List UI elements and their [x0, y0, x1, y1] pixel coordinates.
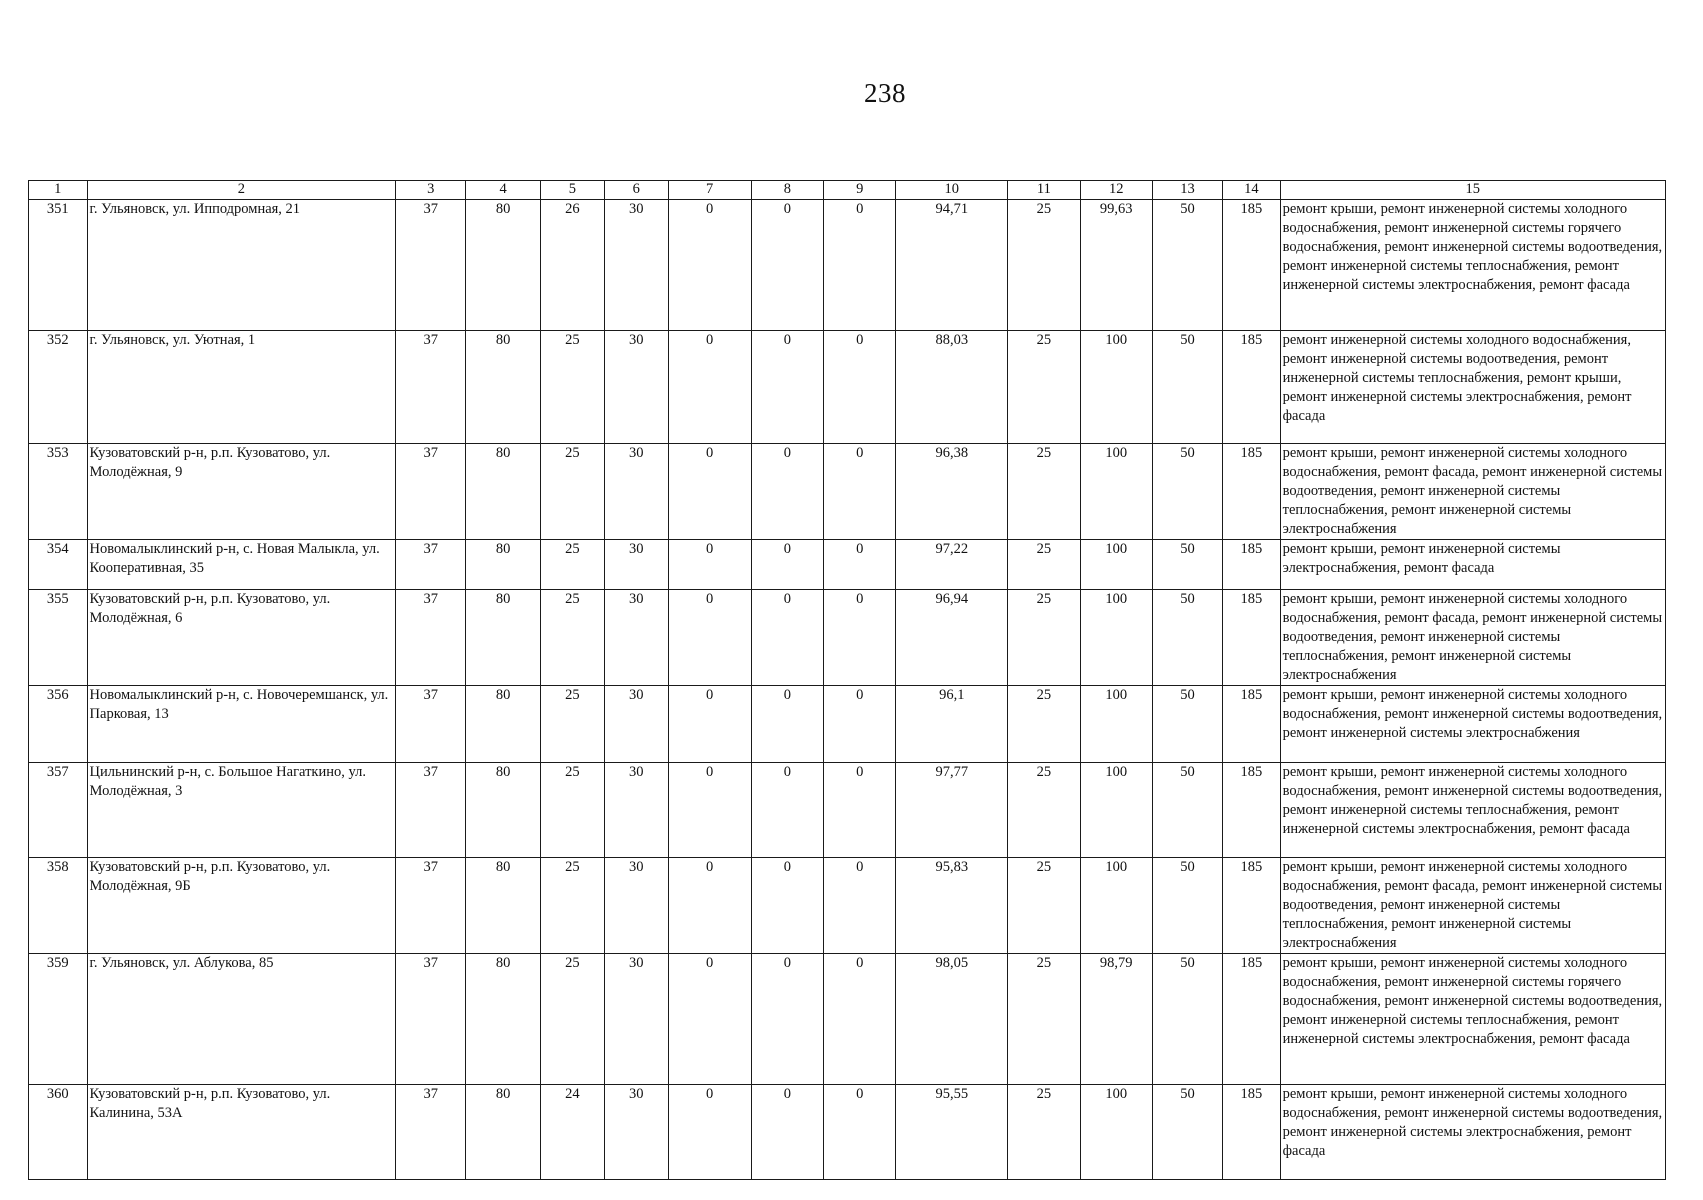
value-cell: 0 — [824, 1085, 896, 1180]
row-number: 351 — [29, 200, 88, 331]
housing-repair-table — [28, 180, 1666, 1180]
value-cell: 25 — [1008, 954, 1080, 1085]
value-cell: 25 — [1008, 590, 1080, 686]
value-cell: 100 — [1080, 686, 1152, 763]
value-cell: 185 — [1223, 331, 1280, 444]
value-cell: 88,03 — [896, 331, 1008, 444]
row-number: 357 — [29, 763, 88, 858]
repair-works-cell: ремонт крыши, ремонт инженерной системы холодного водоснабжения, ремонт фасада, ремонт инженерной системы водоотведения, ремонт инженерной системы теплоснабжения, ремонт инженерной системы электроснабжения — [1280, 444, 1665, 540]
value-cell: 37 — [396, 331, 466, 444]
value-cell: 0 — [751, 686, 823, 763]
value-cell: 80 — [466, 590, 541, 686]
column-header: 10 — [896, 181, 1008, 200]
value-cell: 0 — [668, 1085, 751, 1180]
value-cell: 50 — [1152, 686, 1222, 763]
value-cell: 25 — [1008, 858, 1080, 954]
value-cell: 185 — [1223, 1085, 1280, 1180]
repair-works-cell: ремонт крыши, ремонт инженерной системы холодного водоснабжения, ремонт фасада, ремонт инженерной системы водоотведения, ремонт инженерной системы теплоснабжения, ремонт инженерной системы электроснабжения — [1280, 858, 1665, 954]
value-cell: 0 — [668, 590, 751, 686]
value-cell: 80 — [466, 954, 541, 1085]
repair-works-cell: ремонт крыши, ремонт инженерной системы электроснабжения, ремонт фасада — [1280, 540, 1665, 590]
value-cell: 0 — [668, 954, 751, 1085]
value-cell: 0 — [824, 686, 896, 763]
value-cell: 185 — [1223, 200, 1280, 331]
value-cell: 30 — [604, 200, 668, 331]
column-number-row — [29, 181, 1666, 200]
table-row — [29, 331, 1666, 444]
value-cell: 80 — [466, 331, 541, 444]
value-cell: 25 — [540, 331, 604, 444]
column-header: 4 — [466, 181, 541, 200]
value-cell: 30 — [604, 540, 668, 590]
row-number: 358 — [29, 858, 88, 954]
value-cell: 0 — [751, 200, 823, 331]
value-cell: 98,79 — [1080, 954, 1152, 1085]
column-header: 8 — [751, 181, 823, 200]
address-cell: Новомалыклинский р-н, с. Новочеремшанск, ул. Парковая, 13 — [87, 686, 396, 763]
value-cell: 50 — [1152, 590, 1222, 686]
value-cell: 25 — [540, 686, 604, 763]
value-cell: 50 — [1152, 763, 1222, 858]
value-cell: 185 — [1223, 686, 1280, 763]
row-number: 352 — [29, 331, 88, 444]
value-cell: 50 — [1152, 331, 1222, 444]
value-cell: 80 — [466, 686, 541, 763]
value-cell: 0 — [824, 590, 896, 686]
value-cell: 0 — [824, 858, 896, 954]
value-cell: 25 — [1008, 763, 1080, 858]
row-number: 359 — [29, 954, 88, 1085]
value-cell: 0 — [751, 540, 823, 590]
table-row — [29, 540, 1666, 590]
value-cell: 25 — [1008, 540, 1080, 590]
row-number: 354 — [29, 540, 88, 590]
value-cell: 185 — [1223, 763, 1280, 858]
value-cell: 0 — [751, 444, 823, 540]
address-cell: г. Ульяновск, ул. Аблукова, 85 — [87, 954, 396, 1085]
value-cell: 0 — [824, 540, 896, 590]
value-cell: 30 — [604, 444, 668, 540]
value-cell: 37 — [396, 540, 466, 590]
address-cell: Кузоватовский р-н, р.п. Кузоватово, ул. Молодёжная, 9Б — [87, 858, 396, 954]
column-header: 3 — [396, 181, 466, 200]
value-cell: 100 — [1080, 763, 1152, 858]
value-cell: 0 — [668, 540, 751, 590]
value-cell: 0 — [824, 444, 896, 540]
table-row — [29, 858, 1666, 954]
value-cell: 50 — [1152, 200, 1222, 331]
column-header: 7 — [668, 181, 751, 200]
value-cell: 24 — [540, 1085, 604, 1180]
column-header: 15 — [1280, 181, 1665, 200]
value-cell: 0 — [668, 763, 751, 858]
value-cell: 0 — [751, 331, 823, 444]
value-cell: 30 — [604, 954, 668, 1085]
table-row — [29, 444, 1666, 540]
address-cell: Кузоватовский р-н, р.п. Кузоватово, ул. Молодёжная, 9 — [87, 444, 396, 540]
value-cell: 50 — [1152, 1085, 1222, 1180]
value-cell: 185 — [1223, 954, 1280, 1085]
value-cell: 30 — [604, 686, 668, 763]
value-cell: 96,94 — [896, 590, 1008, 686]
table-row — [29, 590, 1666, 686]
value-cell: 0 — [668, 331, 751, 444]
value-cell: 185 — [1223, 858, 1280, 954]
value-cell: 100 — [1080, 1085, 1152, 1180]
value-cell: 94,71 — [896, 200, 1008, 331]
value-cell: 25 — [1008, 444, 1080, 540]
value-cell: 25 — [1008, 200, 1080, 331]
value-cell: 0 — [824, 954, 896, 1085]
value-cell: 100 — [1080, 331, 1152, 444]
repair-works-cell: ремонт крыши, ремонт инженерной системы холодного водоснабжения, ремонт инженерной системы водоотведения, ремонт инженерной системы теплоснабжения, ремонт инженерной системы электроснабжения, ремонт фасада — [1280, 763, 1665, 858]
value-cell: 80 — [466, 540, 541, 590]
value-cell: 0 — [668, 200, 751, 331]
value-cell: 0 — [751, 858, 823, 954]
value-cell: 100 — [1080, 444, 1152, 540]
value-cell: 0 — [668, 686, 751, 763]
value-cell: 80 — [466, 200, 541, 331]
column-header: 14 — [1223, 181, 1280, 200]
table-row — [29, 1085, 1666, 1180]
value-cell: 185 — [1223, 444, 1280, 540]
value-cell: 50 — [1152, 858, 1222, 954]
column-header: 1 — [29, 181, 88, 200]
value-cell: 37 — [396, 954, 466, 1085]
table-row — [29, 954, 1666, 1085]
value-cell: 100 — [1080, 590, 1152, 686]
value-cell: 37 — [396, 200, 466, 331]
repair-works-cell: ремонт крыши, ремонт инженерной системы холодного водоснабжения, ремонт фасада, ремонт инженерной системы водоотведения, ремонт инженерной системы теплоснабжения, ремонт инженерной системы электроснабжения — [1280, 590, 1665, 686]
value-cell: 30 — [604, 858, 668, 954]
value-cell: 37 — [396, 590, 466, 686]
value-cell: 0 — [824, 200, 896, 331]
value-cell: 96,38 — [896, 444, 1008, 540]
value-cell: 80 — [466, 1085, 541, 1180]
value-cell: 26 — [540, 200, 604, 331]
address-cell: Цильнинский р-н, с. Большое Нагаткино, ул. Молодёжная, 3 — [87, 763, 396, 858]
address-cell: г. Ульяновск, ул. Ипподромная, 21 — [87, 200, 396, 331]
value-cell: 0 — [751, 954, 823, 1085]
value-cell: 185 — [1223, 590, 1280, 686]
value-cell: 98,05 — [896, 954, 1008, 1085]
value-cell: 95,55 — [896, 1085, 1008, 1180]
value-cell: 97,77 — [896, 763, 1008, 858]
value-cell: 25 — [540, 540, 604, 590]
value-cell: 99,63 — [1080, 200, 1152, 331]
repair-works-cell: ремонт крыши, ремонт инженерной системы холодного водоснабжения, ремонт инженерной системы горячего водоснабжения, ремонт инженерной системы водоотведения, ремонт инженерной системы теплоснабжения, ремонт инженерной системы электроснабжения, ремонт фасада — [1280, 200, 1665, 331]
value-cell: 30 — [604, 590, 668, 686]
value-cell: 37 — [396, 1085, 466, 1180]
value-cell: 25 — [540, 763, 604, 858]
value-cell: 25 — [540, 590, 604, 686]
column-header: 2 — [87, 181, 396, 200]
row-number: 360 — [29, 1085, 88, 1180]
value-cell: 50 — [1152, 954, 1222, 1085]
value-cell: 80 — [466, 858, 541, 954]
column-header: 12 — [1080, 181, 1152, 200]
value-cell: 0 — [824, 763, 896, 858]
value-cell: 30 — [604, 331, 668, 444]
value-cell: 37 — [396, 858, 466, 954]
repair-works-cell: ремонт крыши, ремонт инженерной системы холодного водоснабжения, ремонт инженерной системы водоотведения, ремонт инженерной системы электроснабжения, ремонт фасада — [1280, 1085, 1665, 1180]
value-cell: 0 — [751, 763, 823, 858]
value-cell: 80 — [466, 444, 541, 540]
value-cell: 0 — [751, 590, 823, 686]
column-header: 6 — [604, 181, 668, 200]
address-cell: г. Ульяновск, ул. Уютная, 1 — [87, 331, 396, 444]
value-cell: 25 — [1008, 1085, 1080, 1180]
repair-works-cell: ремонт крыши, ремонт инженерной системы холодного водоснабжения, ремонт инженерной системы водоотведения, ремонт инженерной системы электроснабжения — [1280, 686, 1665, 763]
value-cell: 30 — [604, 1085, 668, 1180]
repair-works-cell: ремонт крыши, ремонт инженерной системы холодного водоснабжения, ремонт инженерной системы горячего водоснабжения, ремонт инженерной системы водоотведения, ремонт инженерной системы теплоснабжения, ремонт инженерной системы электроснабжения, ремонт фасада — [1280, 954, 1665, 1085]
value-cell: 50 — [1152, 444, 1222, 540]
value-cell: 37 — [396, 444, 466, 540]
column-header: 13 — [1152, 181, 1222, 200]
repair-works-cell: ремонт инженерной системы холодного водоснабжения, ремонт инженерной системы водоотведения, ремонт инженерной системы теплоснабжения, ремонт крыши, ремонт инженерной системы электроснабжения, ремонт фасада — [1280, 331, 1665, 444]
value-cell: 95,83 — [896, 858, 1008, 954]
column-header: 9 — [824, 181, 896, 200]
address-cell: Кузоватовский р-н, р.п. Кузоватово, ул. Молодёжная, 6 — [87, 590, 396, 686]
table-row — [29, 686, 1666, 763]
value-cell: 25 — [1008, 331, 1080, 444]
value-cell: 0 — [668, 858, 751, 954]
value-cell: 0 — [824, 331, 896, 444]
value-cell: 25 — [540, 954, 604, 1085]
page-number: 238 — [864, 78, 906, 108]
value-cell: 50 — [1152, 540, 1222, 590]
value-cell: 0 — [751, 1085, 823, 1180]
table-row — [29, 763, 1666, 858]
value-cell: 0 — [668, 444, 751, 540]
value-cell: 37 — [396, 686, 466, 763]
table-row — [29, 200, 1666, 331]
value-cell: 100 — [1080, 858, 1152, 954]
value-cell: 100 — [1080, 540, 1152, 590]
value-cell: 185 — [1223, 540, 1280, 590]
value-cell: 37 — [396, 763, 466, 858]
value-cell: 25 — [540, 858, 604, 954]
row-number: 356 — [29, 686, 88, 763]
value-cell: 30 — [604, 763, 668, 858]
row-number: 355 — [29, 590, 88, 686]
value-cell: 25 — [1008, 686, 1080, 763]
value-cell: 96,1 — [896, 686, 1008, 763]
address-cell: Кузоватовский р-н, р.п. Кузоватово, ул. Калинина, 53А — [87, 1085, 396, 1180]
address-cell: Новомалыклинский р-н, с. Новая Малыкла, ул. Кооперативная, 35 — [87, 540, 396, 590]
value-cell: 25 — [540, 444, 604, 540]
column-header: 11 — [1008, 181, 1080, 200]
value-cell: 80 — [466, 763, 541, 858]
column-header: 5 — [540, 181, 604, 200]
value-cell: 97,22 — [896, 540, 1008, 590]
row-number: 353 — [29, 444, 88, 540]
